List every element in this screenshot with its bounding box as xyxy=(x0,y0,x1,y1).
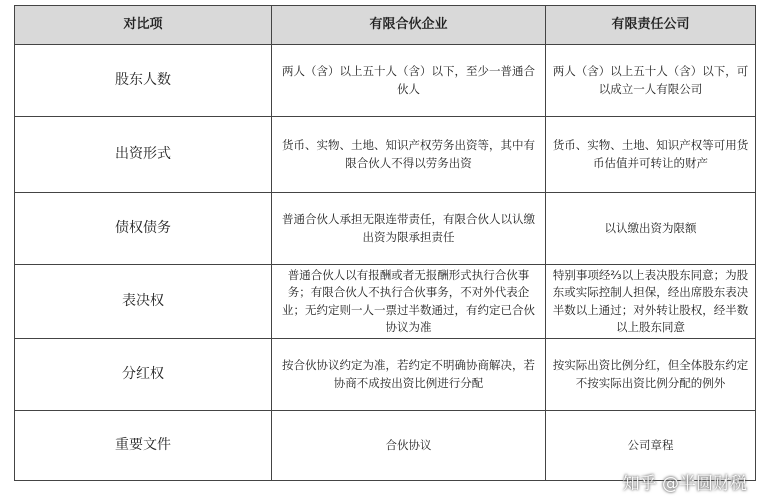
table-row xyxy=(15,265,756,339)
cell-llc: 以认缴出资为限额 xyxy=(546,193,756,265)
cell-llc: 按实际出资比例分红，但全体股东约定不按实际出资比例分配的例外 xyxy=(546,339,756,411)
comparison-table xyxy=(14,5,756,481)
row-item: 债权债务 xyxy=(15,193,272,265)
table-row xyxy=(15,193,756,265)
cell-llc: 两人（含）以上五十人（含）以下，可以成立一人有限公司 xyxy=(546,45,756,117)
cell-llc: 货币、实物、土地、知识产权等可用货币估值并可转让的财产 xyxy=(546,117,756,193)
cell-lp: 按合伙协议约定为准，若约定不明确协商解决，若协商不成按出资比例进行分配 xyxy=(272,339,546,411)
cell-lp: 合伙协议 xyxy=(272,411,546,481)
table-row xyxy=(15,45,756,117)
row-item: 股东人数 xyxy=(15,45,272,117)
row-item: 重要文件 xyxy=(15,411,272,481)
cell-llc: 公司章程 xyxy=(546,411,756,481)
watermark: 知乎 @半圆财税 xyxy=(622,474,747,494)
cell-lp: 普通合伙人承担无限连带责任，有限合伙人以认缴出资为限承担责任 xyxy=(272,193,546,265)
cell-lp: 货币、实物、土地、知识产权劳务出资等，其中有限合伙人不得以劳务出资 xyxy=(272,117,546,193)
cell-lp: 两人（含）以上五十人（含）以下，至少一普通合伙人 xyxy=(272,45,546,117)
header-llc: 有限责任公司 xyxy=(546,6,756,45)
header-item: 对比项 xyxy=(15,6,272,45)
row-item: 表决权 xyxy=(15,265,272,339)
cell-llc: 特别事项经⅔以上表决股东同意；为股东或实际控制人担保，经出席股东表决半数以上通过；对外转让股权，经半数以上股东同意 xyxy=(546,265,756,339)
row-item: 分红权 xyxy=(15,339,272,411)
row-item: 出资形式 xyxy=(15,117,272,193)
cell-lp: 普通合伙人以有报酬或者无报酬形式执行合伙事务；有限合伙人不执行合伙事务，不对外代表企业；无约定则一人一票过半数通过，有约定已合伙协议为准 xyxy=(272,265,546,339)
header-limited-partnership: 有限合伙企业 xyxy=(272,6,546,45)
table-header-row xyxy=(15,6,756,45)
table-row xyxy=(15,117,756,193)
table-row xyxy=(15,339,756,411)
